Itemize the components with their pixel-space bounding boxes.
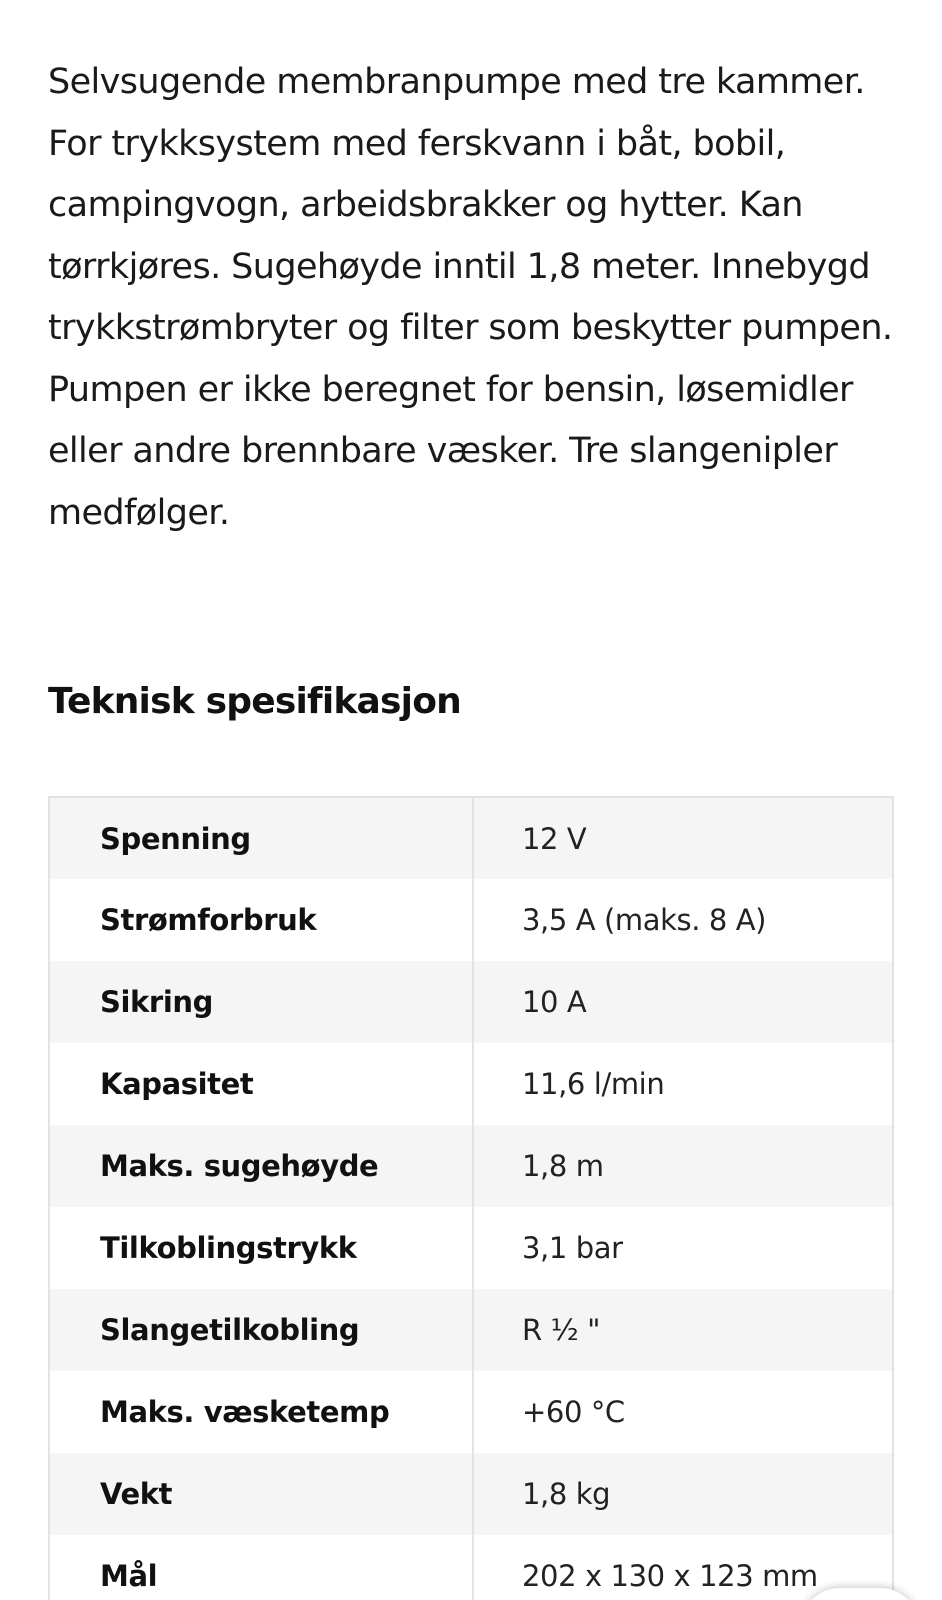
table-row — [49, 797, 893, 879]
table-row — [49, 1125, 893, 1207]
table-row — [49, 1371, 893, 1453]
spec-value: 3,1 bar — [473, 1207, 893, 1289]
spec-value: 3,5 A (maks. 8 A) — [473, 879, 893, 961]
spec-label: Maks. væsketemp — [49, 1371, 473, 1453]
spec-value: R ½ " — [473, 1289, 893, 1371]
table-row — [49, 1453, 893, 1535]
spec-value: 12 V — [473, 797, 893, 879]
table-row — [49, 1289, 893, 1371]
spec-label: Strømforbruk — [49, 879, 473, 961]
product-description: Selvsugende membranpumpe med tre kammer. For trykksystem med ferskvann i båt, bobil, campingvogn, arbeidsbrakker og hytter. Kan tørrkjøres. Sugehøyde inntil 1,8 meter. Innebygd trykkstrømbryter og filter som beskytter pumpen. Pumpen er ikke beregnet for bensin, løsemidler eller andre brennbare væsker. Tre slangenipler medfølger. — [48, 62, 893, 533]
spec-label: Tilkoblingstrykk — [49, 1207, 473, 1289]
table-row — [49, 1043, 893, 1125]
spec-value: 10 A — [473, 961, 893, 1043]
spec-value: +60 °C — [473, 1371, 893, 1453]
table-row — [49, 1207, 893, 1289]
spec-value: 11,6 l/min — [473, 1043, 893, 1125]
table-row — [49, 1535, 893, 1600]
spec-table — [48, 796, 894, 1600]
spec-label: Spenning — [49, 797, 473, 879]
table-row — [49, 879, 893, 961]
spec-value: 202 x 130 x 123 mm — [473, 1535, 893, 1600]
spec-label: Kapasitet — [49, 1043, 473, 1125]
spec-label: Maks. sugehøyde — [49, 1125, 473, 1207]
spec-value: 1,8 kg — [473, 1453, 893, 1535]
table-row — [49, 961, 893, 1043]
spec-section-title: Teknisk spesifikasjon — [48, 681, 461, 722]
spec-label: Slangetilkobling — [49, 1289, 473, 1371]
spec-value: 1,8 m — [473, 1125, 893, 1207]
spec-label: Mål — [49, 1535, 473, 1600]
spec-label: Vekt — [49, 1453, 473, 1535]
spec-label: Sikring — [49, 961, 473, 1043]
